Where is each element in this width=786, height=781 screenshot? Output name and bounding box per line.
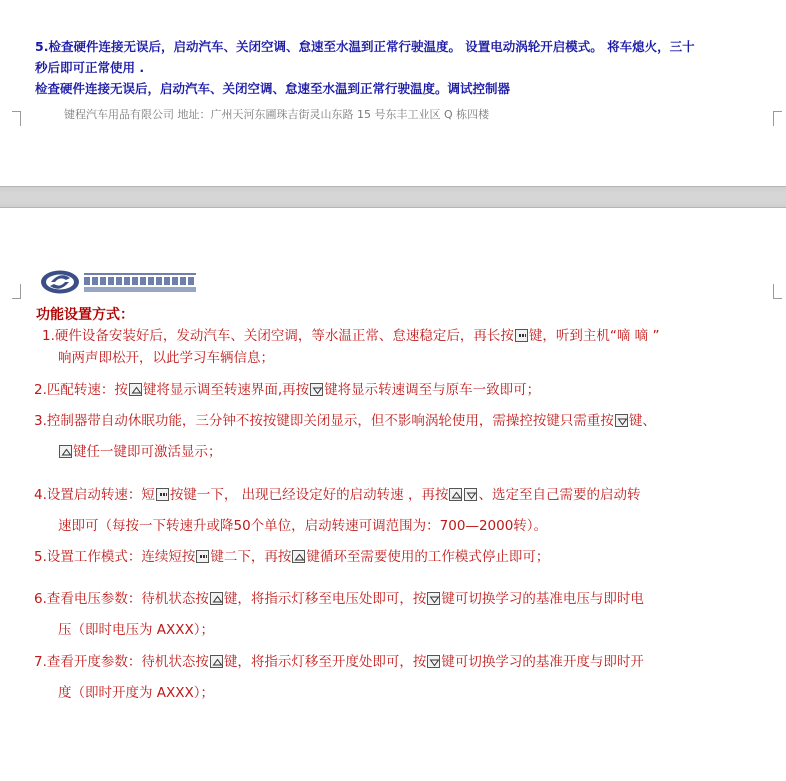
- jiancheng-logo-icon: [40, 269, 80, 295]
- item-6-line-2: 压（即时电压为 AXXX）；: [58, 622, 215, 638]
- up-key-icon: [449, 488, 462, 501]
- up-key-icon: [210, 655, 223, 668]
- item-2-text-c: 键将显示转速调至与原车一致即可；: [324, 382, 541, 398]
- down-key-icon: [427, 655, 440, 668]
- item-3-text-c: 键任一键即可激活显示；: [73, 444, 222, 460]
- page-gap: [0, 186, 786, 208]
- item-6-text-a: 6.查看电压参数：待机状态按: [34, 591, 209, 607]
- company-footer: 键程汽车用品有限公司 地址：广州天河东圃珠吉街灵山东路 15 号东丰工业区 Q 栋四楼: [64, 108, 490, 121]
- up-key-icon: [292, 550, 305, 563]
- item-6-line-1: [34, 587, 644, 607]
- item-7-text-a: 7.查看开度参数：待机状态按: [34, 654, 209, 670]
- section-title: 功能设置方式：: [36, 307, 134, 323]
- menu-key-icon: [196, 550, 209, 563]
- up-key-icon: [129, 383, 142, 396]
- blue-line-3: 检查硬件连接无误后，启动汽车、关闭空调、怠速至水温到正常行驶温度。调试控制器: [35, 81, 511, 96]
- up-key-icon: [210, 592, 223, 605]
- item-7-line-1: [34, 650, 644, 670]
- item-4-line-1: [34, 483, 640, 503]
- item-3-text-a: 3.控制器带自动休眠功能，三分钟不按按键即关闭显示，但不影响涡轮使用，需操控按键只需重按: [34, 413, 614, 429]
- item-2-line-1: [34, 378, 540, 398]
- item-3-line-1: [34, 409, 656, 429]
- item-1-text-b: 键，听到主机“嘀 嘀 ”: [528, 328, 660, 344]
- item-1-text-a: 1.硬件设备安装好后，发动汽车、关闭空调，等水温正常、怠速稳定后，再长按: [42, 328, 514, 344]
- item-7-text-c: 键可切换学习的基准开度与即时开: [441, 654, 644, 670]
- down-key-icon: [310, 383, 323, 396]
- item-5-text-b: 键二下，再按: [210, 549, 292, 565]
- item-4-text-a: 4.设置启动转速：短: [34, 487, 155, 503]
- item-5-line-1: [34, 545, 549, 565]
- item-3-text-b: 键、: [628, 413, 656, 429]
- menu-key-icon: [156, 488, 169, 501]
- item-3-line-2: [58, 440, 222, 460]
- menu-key-icon: [515, 329, 528, 342]
- up-key-icon: [59, 445, 72, 458]
- item-4-text-b: 按键一下， 出现已经设定好的启动转速 ，再按: [169, 487, 449, 503]
- item-4-text-c: 、选定至自己需要的启动转: [478, 487, 641, 503]
- blue-line-2: 秒后即可正常使用 .: [35, 60, 145, 75]
- document-page-1: [0, 0, 786, 186]
- item-5-text-a: 5.设置工作模式：连续短按: [34, 549, 196, 565]
- down-key-icon: [427, 592, 440, 605]
- item-6-text-c: 键可切换学习的基准电压与即时电: [441, 591, 644, 607]
- item-1-line-1: [42, 324, 659, 344]
- logo-wordmark-icon: [82, 269, 200, 295]
- down-key-icon: [615, 414, 628, 427]
- blue-line-1: 5.检查硬件连接无误后，启动汽车、关闭空调、怠速至水温到正常行驶温度。 设置电动涡轮开启模式。 将车熄火，三十: [35, 39, 695, 54]
- item-5-text-c: 键循环至需要使用的工作模式停止即可；: [306, 549, 550, 565]
- item-1-line-2: 响两声即松开，以此学习车辆信息；: [58, 350, 274, 366]
- item-6-text-b: 键，将指示灯移至电压处即可，按: [223, 591, 427, 607]
- item-7-text-b: 键，将指示灯移至开度处即可，按: [223, 654, 427, 670]
- crop-mark-top-left: [12, 284, 21, 299]
- crop-mark-bottom-right: [773, 111, 782, 126]
- item-4-line-2: 速即可（每按一下转速升或降50个单位，启动转速可调范围为：700—2000转）。: [58, 518, 548, 534]
- document-page-2: [0, 208, 786, 781]
- item-7-line-2: 度（即时开度为 AXXX）；: [58, 685, 215, 701]
- item-2-text-b: 键将显示调至转速界面,再按: [142, 382, 310, 398]
- crop-mark-bottom-left: [12, 111, 21, 126]
- company-logo: [40, 268, 200, 296]
- crop-mark-top-right: [773, 284, 782, 299]
- down-key-icon: [464, 488, 477, 501]
- item-2-text-a: 2.匹配转速：按: [34, 382, 128, 398]
